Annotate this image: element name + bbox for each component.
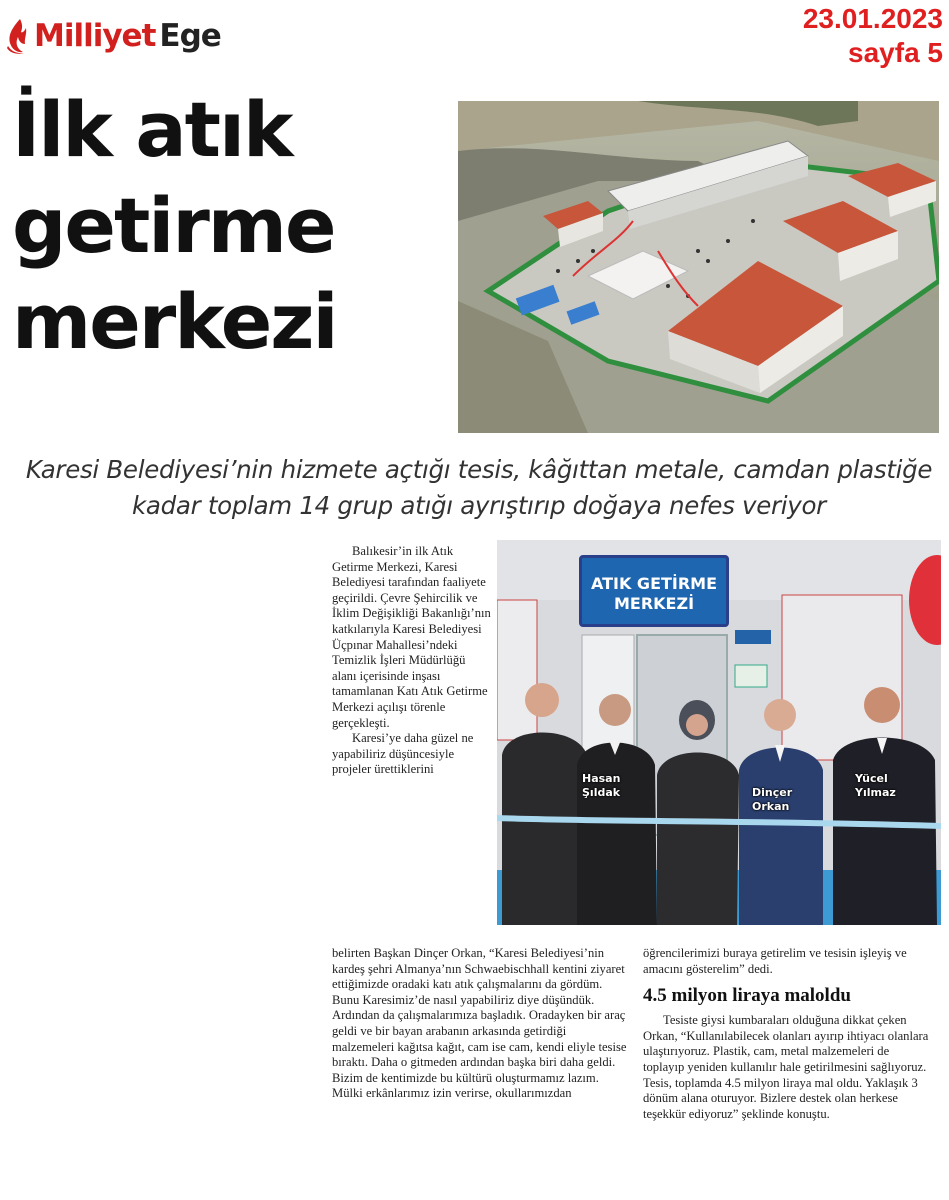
article-column-2 — [643, 946, 933, 1122]
sign-line-2: MERKEZİ — [613, 594, 695, 613]
section-heading: 4.5 milyon liraya maloldu — [643, 985, 851, 1007]
article-paragraph: Karesi’ye daha güzel ne yapabiliriz düşüncesiyle projeler ürettiklerini — [332, 731, 474, 777]
sign-line-1: ATIK GETİRME — [590, 574, 718, 593]
article-paragraph: öğrencilerimizi buraya getirelim ve tesisin işleyiş ve amacını gösterelim” dedi. — [643, 946, 907, 976]
caption-line: Şıldak — [582, 786, 621, 799]
subheadline: Karesi Belediyesi’nin hizmete açtığı tesis, kâğıttan metale, camdan plastiğe kadar toplam 14 grup atığı ayrıştırıp doğaya nefes veriyor — [25, 455, 933, 520]
article-paragraph: belirten Başkan Dinçer Orkan, “Karesi Belediyesi’nin kardeş şehri Almanya’nın Schwaebischhall kentini ziyaret ettiğimizde oradaki katı atık çalışmalarını da gördüm. Bunu Karesimiz’de nasıl yapabiliriz diye düşündük. Ardından da çalışmalarımıza başladık. Oradayken bir araç geldi ve bir bayan arabanın arkasında getirdiği malzemeleri kağıtsa kağıt, cam ise cam, kendi eliyle tesise bıraktı. Daha o gitmeden ardından başka biri daha geldi. Bizim de kentimizde bu kültürü oluşturmamız lazım. Mülki erkânlarımız izin verirse, okullarımızdan — [332, 946, 627, 1101]
caption-line: Orkan — [752, 800, 790, 813]
page-number: sayfa 5 — [848, 37, 943, 68]
article-paragraph: Balıkesir’in ilk Atık Getirme Merkezi, Karesi Belediyesi tarafından faaliyete geçirildi. Çevre Şehircilik ve İklim Değişikliği Bakanlığı’nın katkılarıyla Karesi Belediyesi Üçpınar Mahallesi’ndeki Temizlik İşleri Müdürlüğü alanı içerisinde inşası tamamlanan Katı Atık Getirme Merkezi açılışı törenle gerçekleşti. — [332, 544, 491, 730]
headline-line-2: getirme — [12, 181, 335, 270]
caption-line: Yılmaz — [855, 786, 896, 799]
brand-suffix: Ege — [159, 18, 221, 54]
aerial-facility-photo — [458, 101, 939, 433]
issue-info — [803, 2, 943, 70]
photo-caption — [855, 772, 896, 800]
photo-caption — [582, 772, 620, 800]
article-column-1-continued — [332, 946, 630, 1102]
ribbon-cutting-photo — [497, 540, 941, 925]
brand-name: Milliyet — [34, 18, 156, 54]
article-column-1 — [332, 544, 492, 778]
caption-line: Dinçer — [752, 786, 793, 799]
facility-sign — [579, 555, 729, 627]
caption-line: Hasan — [582, 772, 621, 785]
photo-caption — [752, 786, 792, 814]
flame-logo-icon — [4, 16, 34, 56]
article-paragraph: Tesiste giysi kumbaraları olduğuna dikkat çeken Orkan, “Kullanılabilecek olanları ayırıp ihtiyacı olanlara ulaştırıyoruz. Plastik, cam, metal malzemeleri de toplayıp yeniden kullanılır hale getirilmesini sağlıyoruz. Tesis, toplamda 4.5 milyon liraya mal oldu. Yaklaşık 3 dönüm alana oturuyor. Bizlere destek olan herkese teşekkür ediyoruz” şeklinde konuştu. — [643, 1013, 929, 1121]
headline-line-1: İlk atık — [12, 85, 292, 174]
headline-line-3: merkezi — [12, 277, 337, 366]
headline — [12, 82, 452, 370]
aerial-photo-illustration — [458, 101, 939, 433]
issue-date: 23.01.2023 — [802, 3, 943, 34]
caption-line: Yücel — [855, 772, 888, 785]
newspaper-logo — [4, 14, 221, 58]
